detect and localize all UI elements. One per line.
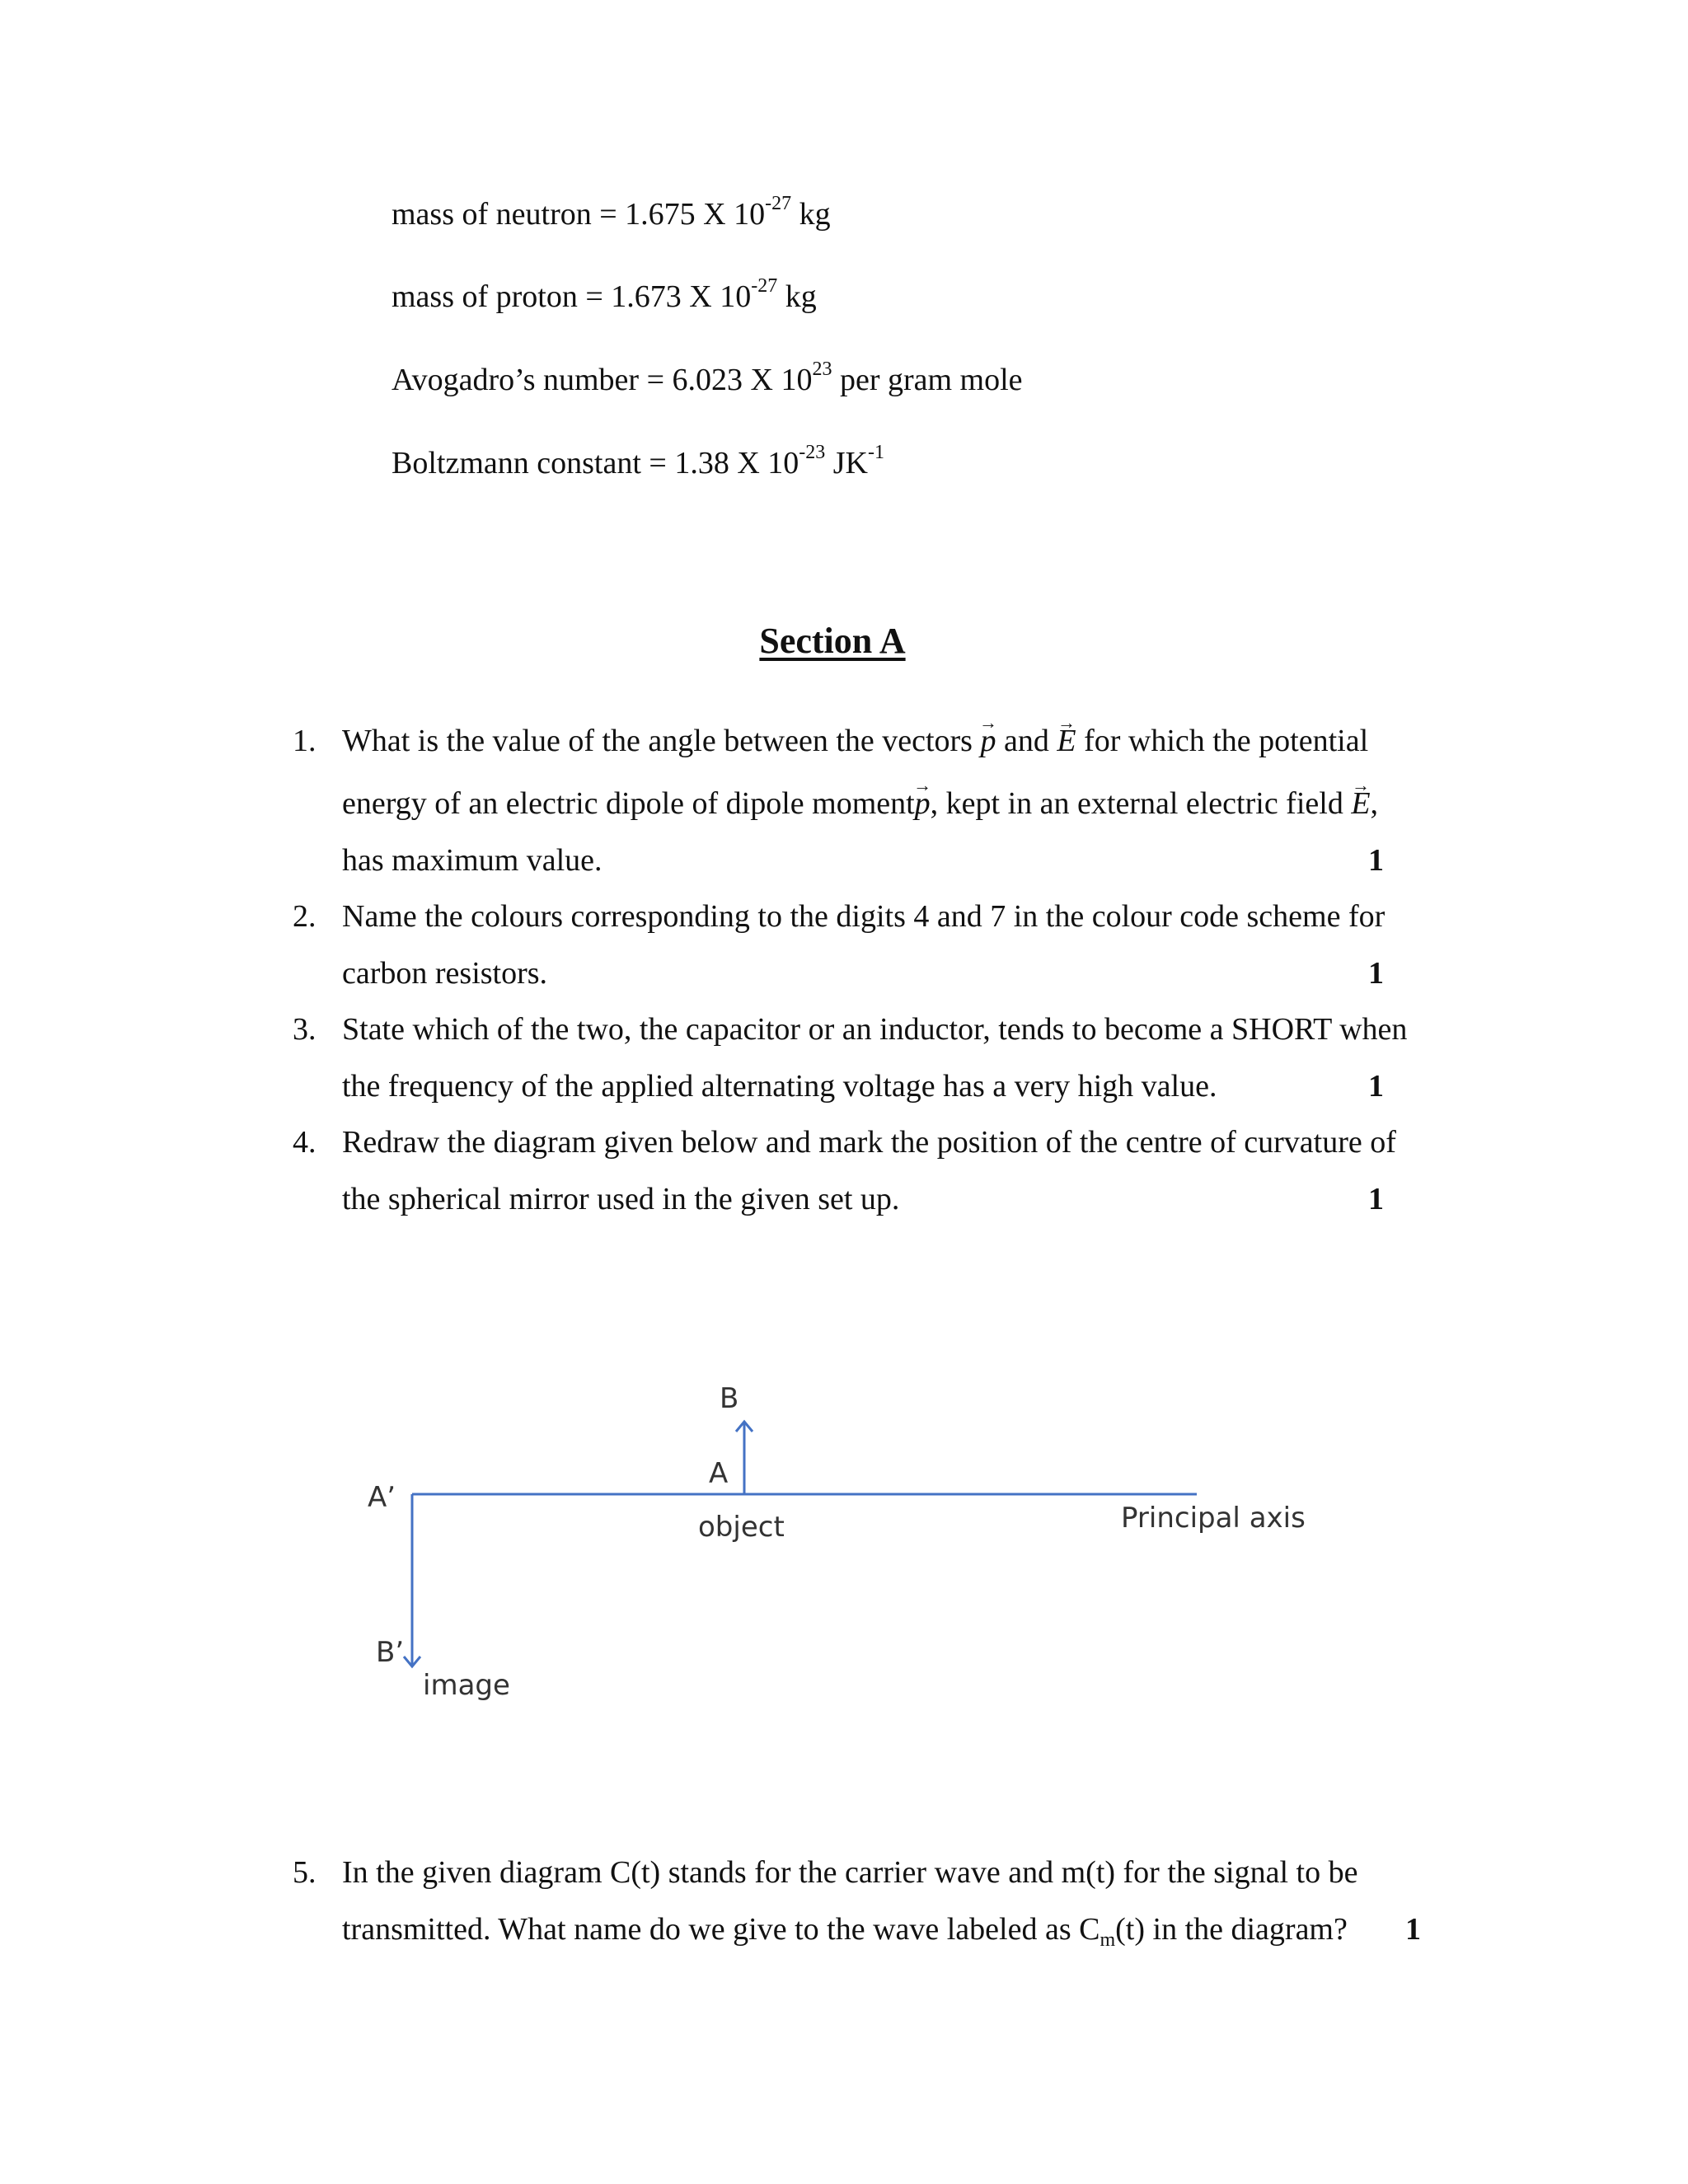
question-2-line-2: carbon resistors. [342, 956, 548, 991]
question-3-line-1: State which of the two, the capacitor or an inductor, tends to become a SHORT when [342, 1012, 1408, 1047]
label-a: A [709, 1457, 729, 1490]
label-b-prime: B’ [376, 1636, 405, 1669]
question-4-line-1: Redraw the diagram given below and mark the position of the centre of curvature of [342, 1125, 1396, 1160]
question-5-line-1: In the given diagram C(t) stands for the carrier wave and m(t) for the signal to be [342, 1855, 1358, 1890]
vector-p: → p [980, 721, 996, 761]
question-4-marks: 1 [1368, 1182, 1384, 1216]
question-1-line-3: has maximum value. [342, 843, 603, 878]
question-3-marks: 1 [1368, 1069, 1384, 1104]
constant-mass-neutron: mass of neutron = 1.675 X $10^{-27}$ kg [392, 193, 831, 232]
vector-p: → p [915, 784, 931, 823]
question-5-number: 5. [293, 1855, 316, 1890]
question-3-number: 3. [293, 1012, 316, 1047]
question-4-line-2: the spherical mirror used in the given set up. [342, 1182, 900, 1216]
question-3-line-2: the frequency of the applied alternating voltage has a very high value. [342, 1069, 1217, 1104]
label-image: image [423, 1669, 510, 1702]
question-1-line-1: What is the value of the angle between the vectors → p and → E for which the potential [342, 721, 1368, 761]
object-arrowhead [736, 1422, 753, 1432]
image-arrowhead [404, 1657, 420, 1666]
vector-e: → E [1351, 784, 1370, 823]
label-a-prime: A’ [368, 1481, 396, 1514]
constant-mass-proton: mass of proton = 1.673 X $10^{-27}$ kg [392, 275, 817, 314]
question-1-line-2: energy of an electric dipole of dipole moment→ p, kept in an external electric field → E, [342, 784, 1378, 823]
question-2-number: 2. [293, 899, 316, 934]
question-5-marks: 1 [1405, 1912, 1421, 1947]
constant-avogadro: Avogadro’s number = 6.023 X $10^{23}$ per gram mole [392, 359, 1023, 397]
question-5-line-2: transmitted. What name do we give to the wave labeled as $C_m(t)$ in the diagram? [342, 1912, 1348, 1951]
section-title: Section A [759, 621, 906, 661]
question-2-line-1: Name the colours corresponding to the digits 4 and 7 in the colour code scheme for [342, 899, 1386, 934]
question-1-marks: 1 [1368, 843, 1384, 878]
question-4-number: 4. [293, 1125, 316, 1160]
constant-boltzmann: Boltzmann constant = 1.38 X $10^{-23}$ $JK^{-1}$ [392, 442, 884, 480]
label-object: object [698, 1511, 785, 1544]
label-principal-axis: Principal axis [1121, 1502, 1306, 1535]
question-1-number: 1. [293, 724, 316, 758]
question-2-marks: 1 [1368, 956, 1384, 991]
vector-e: → E [1057, 721, 1076, 761]
label-b: B [720, 1382, 739, 1415]
